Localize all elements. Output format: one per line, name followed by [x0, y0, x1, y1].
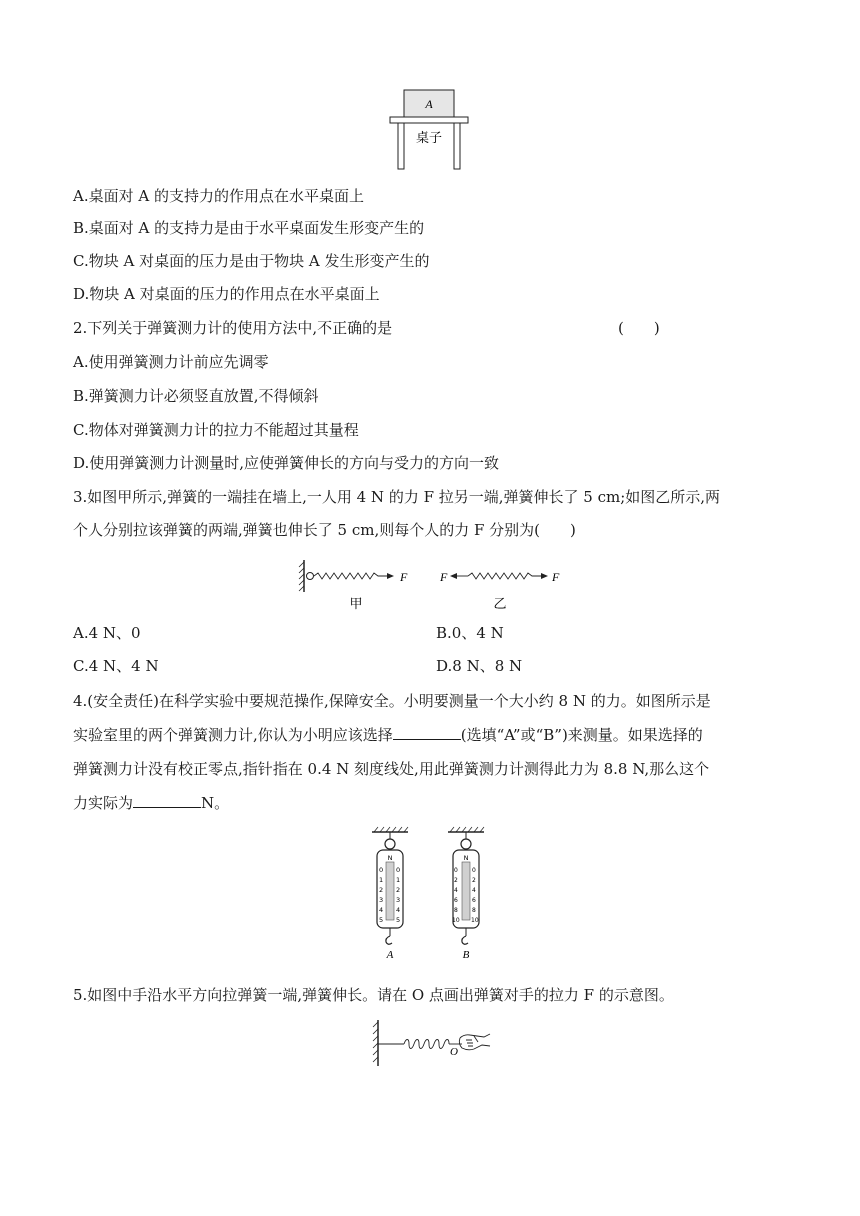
scale-b-tick-right: 2	[472, 877, 476, 884]
scale-b-tick-right: 10	[471, 917, 479, 924]
spring-scale-b	[448, 827, 484, 961]
scale-a-tick-right: 3	[396, 896, 401, 904]
q4-line2-text-b: (选填“A”或“B”)来测量。如果选择的	[460, 726, 703, 744]
figure-label-jia: 甲	[349, 597, 363, 612]
q3-option-d: D.8 N、8 N	[436, 657, 523, 675]
q2-option-d: D.使用弹簧测力计测量时,应使弹簧伸长的方向与受力的方向一致	[73, 454, 500, 472]
spring-figure-jia	[296, 556, 416, 612]
q1-option-d: D.物块 A 对桌面的压力的作用点在水平桌面上	[73, 285, 380, 303]
q4-line1: 4.(安全责任)在科学实验中要规范操作,保障安全。小明要测量一个大小约 8 N 的力。如图所示是	[73, 692, 711, 710]
scale-a-tick-left: 2	[379, 886, 384, 894]
scale-a-tick-left: 4	[379, 906, 384, 914]
q4-line4	[73, 793, 229, 813]
hand-icon	[459, 1034, 490, 1050]
hand-spring-figure	[370, 1016, 494, 1070]
q3-option-b: B.0、4 N	[436, 624, 504, 642]
scale-b-tick-left: 0	[454, 867, 458, 874]
q4-line4-text-b: N。	[201, 794, 230, 812]
figure-label-yi: 乙	[493, 597, 507, 612]
scale-a-tick-right: 0	[396, 866, 401, 874]
scale-b-tick-left: 4	[454, 887, 458, 894]
force-label-yi-right: F	[552, 570, 560, 584]
scale-b-tick-left: 8	[454, 907, 458, 914]
scale-b-tick-right: 0	[472, 867, 476, 874]
table-label: 桌子	[415, 131, 443, 146]
q2-answer-bracket: ( )	[618, 319, 660, 337]
scale-b-tick-right: 6	[472, 897, 476, 904]
q2-stem: 2.下列关于弹簧测力计的使用方法中,不正确的是	[73, 319, 393, 337]
block-a-label: A	[425, 97, 433, 111]
force-label-yi-left: F	[440, 570, 448, 584]
scale-b-tick-left: 6	[454, 897, 458, 904]
spring-scales-figure	[368, 826, 492, 964]
q4-line3: 弹簧测力计没有校正零点,指针指在 0.4 N 刻度线处,用此弹簧测力计测得此力为 8.8 N,那么这个	[73, 760, 710, 778]
scale-a-tick-left: 3	[379, 896, 384, 904]
scale-b-tick-right: 8	[472, 907, 476, 914]
q4-answer-blank-2[interactable]	[133, 793, 201, 808]
scale-b-tick-right: 4	[472, 887, 476, 894]
q2-option-a: A.使用弹簧测力计前应先调零	[73, 353, 269, 371]
q3-option-c: C.4 N、4 N	[73, 657, 159, 675]
q4-line2-text-a: 实验室里的两个弹簧测力计,你认为小明应该选择	[73, 726, 393, 744]
q1-option-a: A.桌面对 A 的支持力的作用点在水平桌面上	[73, 187, 364, 205]
q2-option-c: C.物体对弹簧测力计的拉力不能超过其量程	[73, 421, 359, 439]
spring-figure-yi	[438, 556, 568, 612]
q4-line4-text-a: 力实际为	[73, 794, 134, 812]
scale-a-unit: N	[387, 854, 393, 862]
block-on-table-figure	[388, 88, 472, 172]
point-o-label: O	[450, 1046, 458, 1058]
q5-stem: 5.如图中手沿水平方向拉弹簧一端,弹簧伸长。请在 O 点画出弹簧对手的拉力 F 的示意图。	[73, 986, 674, 1004]
q1-option-c: C.物块 A 对桌面的压力是由于物块 A 发生形变产生的	[73, 252, 430, 270]
q3-stem-line1: 3.如图甲所示,弹簧的一端挂在墙上,一人用 4 N 的力 F 拉另一端,弹簧伸长了 5 cm;如图乙所示,两	[73, 488, 721, 506]
scale-a-tick-right: 1	[396, 876, 401, 884]
scale-a-label: A	[386, 949, 394, 961]
scale-b-tick-left: 2	[454, 877, 458, 884]
q1-option-b: B.桌面对 A 的支持力是由于水平桌面发生形变产生的	[73, 219, 425, 237]
scale-b-label: B	[462, 949, 470, 961]
scale-a-tick-left: 0	[379, 866, 384, 874]
scale-a-tick-left: 5	[379, 916, 384, 924]
force-label-jia: F	[400, 570, 408, 584]
q4-line2	[73, 725, 703, 745]
scale-a-tick-right: 5	[396, 916, 401, 924]
spring-scale-a	[372, 827, 408, 961]
q4-answer-blank-1[interactable]	[393, 725, 461, 740]
q3-option-a: A.4 N、0	[73, 624, 141, 642]
q2-option-b: B.弹簧测力计必须竖直放置,不得倾斜	[73, 387, 319, 405]
scale-a-tick-right: 4	[396, 906, 401, 914]
scale-a-tick-left: 1	[379, 876, 384, 884]
scale-a-tick-right: 2	[396, 886, 401, 894]
q3-stem-line2: 个人分别拉该弹簧的两端,弹簧也伸长了 5 cm,则每个人的力 F 分别为( )	[73, 521, 576, 539]
scale-b-unit: N	[463, 854, 469, 862]
scale-b-tick-left: 10	[452, 917, 460, 924]
